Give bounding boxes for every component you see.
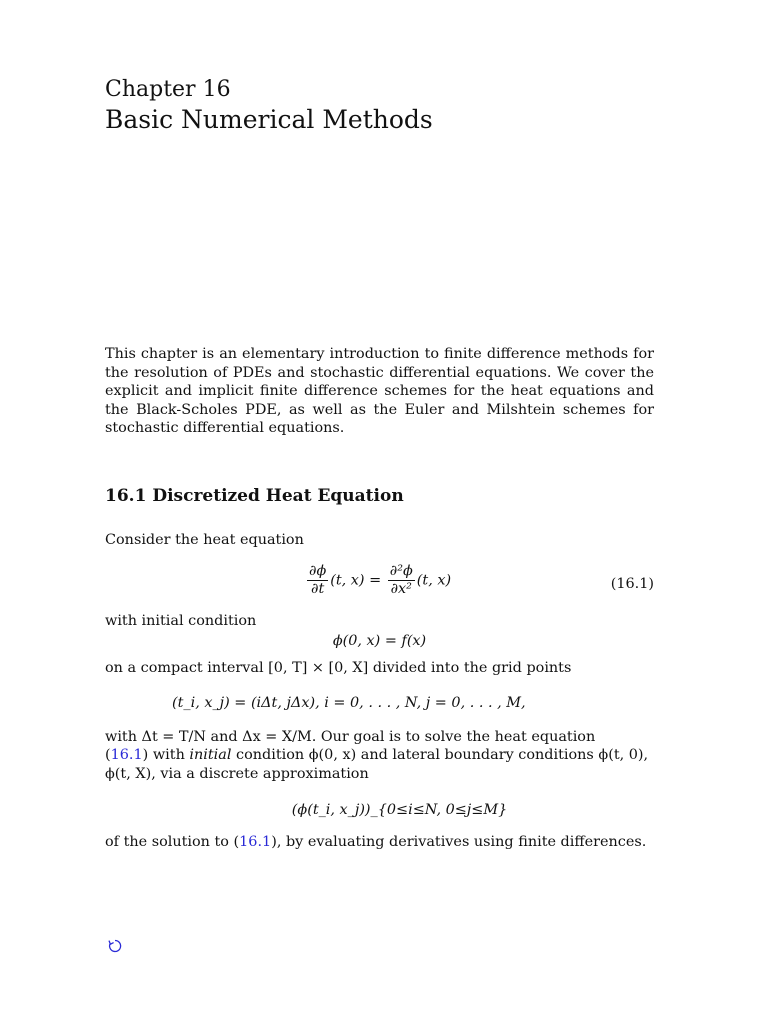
fraction-dphi-dt: $\frac{\partial\phi}{\partial t}$ xyxy=(309,563,327,597)
text-goal-line-3: ϕ(t, X), via a discrete approximation xyxy=(105,766,369,782)
equation-number: (16.1) xyxy=(610,576,654,592)
back-arrow-icon[interactable] xyxy=(106,937,124,955)
text-goal-line-1: with Δt = T/N and Δx = X/M. Our goal is to solve the heat equation xyxy=(105,729,596,745)
text-goal-line-2: (16.1) with initial condition ϕ(0, x) and lateral boundary conditions ϕ(t, 0), xyxy=(105,747,649,763)
equation-link[interactable]: 16.1 xyxy=(110,747,143,763)
text-compact-interval: on a compact interval [0, T] × [0, X] divided into the grid points xyxy=(105,660,572,676)
chapter-abstract: This chapter is an elementary introduction to finite difference methods for the resolution of PDEs and stochastic differential equations. We cover the explicit and implicit finite difference schemes for the heat equations and the Black-Scholes PDE, as well as the Euler and Milshtein schemes for stochastic differential equations. xyxy=(105,346,654,437)
equation-heat: $\frac{\partial\phi}{\partial t}$ (t, x) = $\frac{\text{∂²ϕ}}{\text{∂x²}}$ (t, x) (16.1) xyxy=(309,563,654,597)
text-initial-condition: with initial condition xyxy=(105,613,257,629)
document-page xyxy=(105,0,654,1024)
fraction-d2phi-dx2: $\frac{\text{∂²ϕ}}{\text{∂x²}}$ xyxy=(389,563,413,597)
chapter-title: Basic Numerical Methods xyxy=(105,105,433,134)
equation-initial-condition: ϕ(0, x) = f(x) xyxy=(332,633,427,649)
text-final: of the solution to (16.1), by evaluating derivatives using finite differences. xyxy=(105,834,647,850)
equation-link[interactable]: 16.1 xyxy=(239,834,272,850)
equation-discrete-approximation: (ϕ(t_i, x_j))_{0≤i≤N, 0≤j≤M} xyxy=(291,802,508,818)
chapter-label: Chapter 16 xyxy=(105,77,231,102)
section-title: 16.1 Discretized Heat Equation xyxy=(105,486,404,506)
text-consider: Consider the heat equation xyxy=(105,532,304,548)
equation-grid-points: (t_i, x_j) = (iΔt, jΔx), i = 0, . . . , N, j = 0, . . . , M, xyxy=(172,695,526,711)
